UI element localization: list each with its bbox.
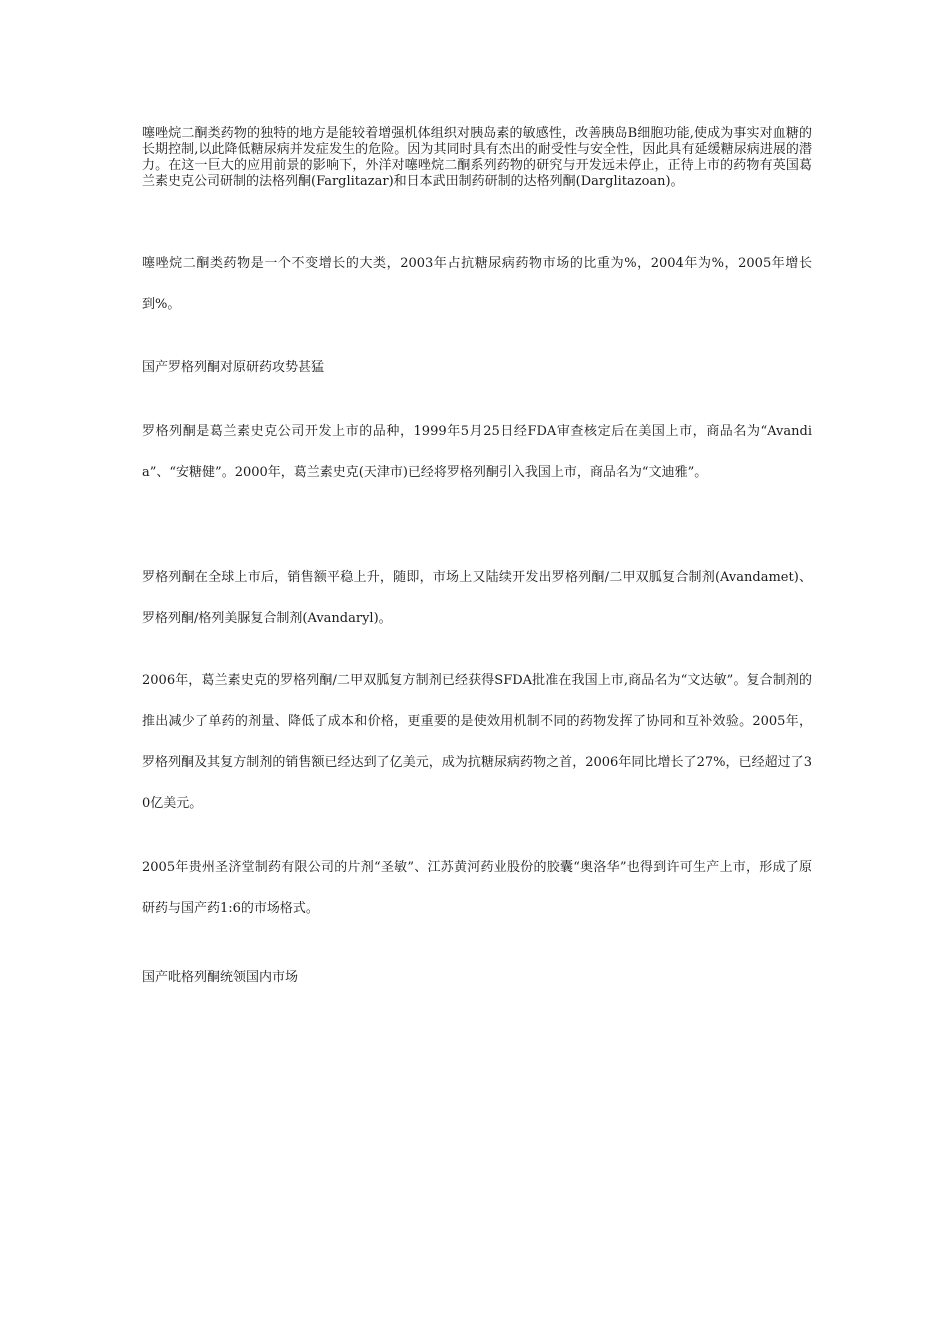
section-heading-pioglitazone: 国产吡格列酮统领国内市场 [142, 970, 299, 985]
paragraph-intro: 噻唑烷二酮类药物的独特的地方是能较着增强机体组织对胰岛素的敏感性，改善胰岛B细胞功能,使成为事实对血糖的长期控制,以此降低糖尿病并发症发生的危险。因为其同时具有杰出的耐受性与安全性，因此具有延缓糖尿病进展的潜力。在这一巨大的应用前景的影响下，外洋对噻唑烷二酮系列药物的研究与开发远未停止，正待上市的药物有英国葛兰素史克公司研制的法格列酮(Farglitazar)和日本武田制药研制的达格列酮(Darglitazoan)。 [142, 126, 812, 189]
paragraph-combination-products: 罗格列酮在全球上市后，销售额平稳上升，随即，市场上又陆续开发出罗格列酮/二甲双胍复合制剂(Avandamet)、罗格列酮/格列美脲复合制剂(Avandaryl)。 [142, 570, 812, 626]
section-heading-rosiglitazone: 国产罗格列酮对原研药攻势甚猛 [142, 360, 325, 375]
paragraph-rosiglitazone-launch: 罗格列酮是葛兰素史克公司开发上市的品种，1999年5月25日经FDA审查核定后在美国上市，商品名为“Avandia”、“安糖健”。2000年，葛兰素史克(天津市)已经将罗格列酮引入我国上市，商品名为“文迪雅”。 [142, 424, 812, 480]
paragraph-domestic-producers: 2005年贵州圣济堂制药有限公司的片剂“圣敏”、江苏黄河药业股份的胶囊“奥洛华”也得到许可生产上市，形成了原研药与国产药1:6的市场格式。 [142, 860, 812, 916]
paragraph-2006-approval: 2006年，葛兰素史克的罗格列酮/二甲双胍复方制剂已经获得SFDA批准在我国上市,商品名为“文达敏”。复合制剂的推出减少了单药的剂量、降低了成本和价格，更重要的是使效用机制不同的药物发挥了协同和互补效验。2005年，罗格列酮及其复方制剂的销售额已经达到了亿美元，成为抗糖尿病药物之首，2006年同比增长了27%，已经超过了30亿美元。 [142, 673, 812, 811]
paragraph-market-share: 噻唑烷二酮类药物是一个不变增长的大类，2003年占抗糖尿病药物市场的比重为%，2004年为%，2005年增长到%。 [142, 256, 812, 312]
